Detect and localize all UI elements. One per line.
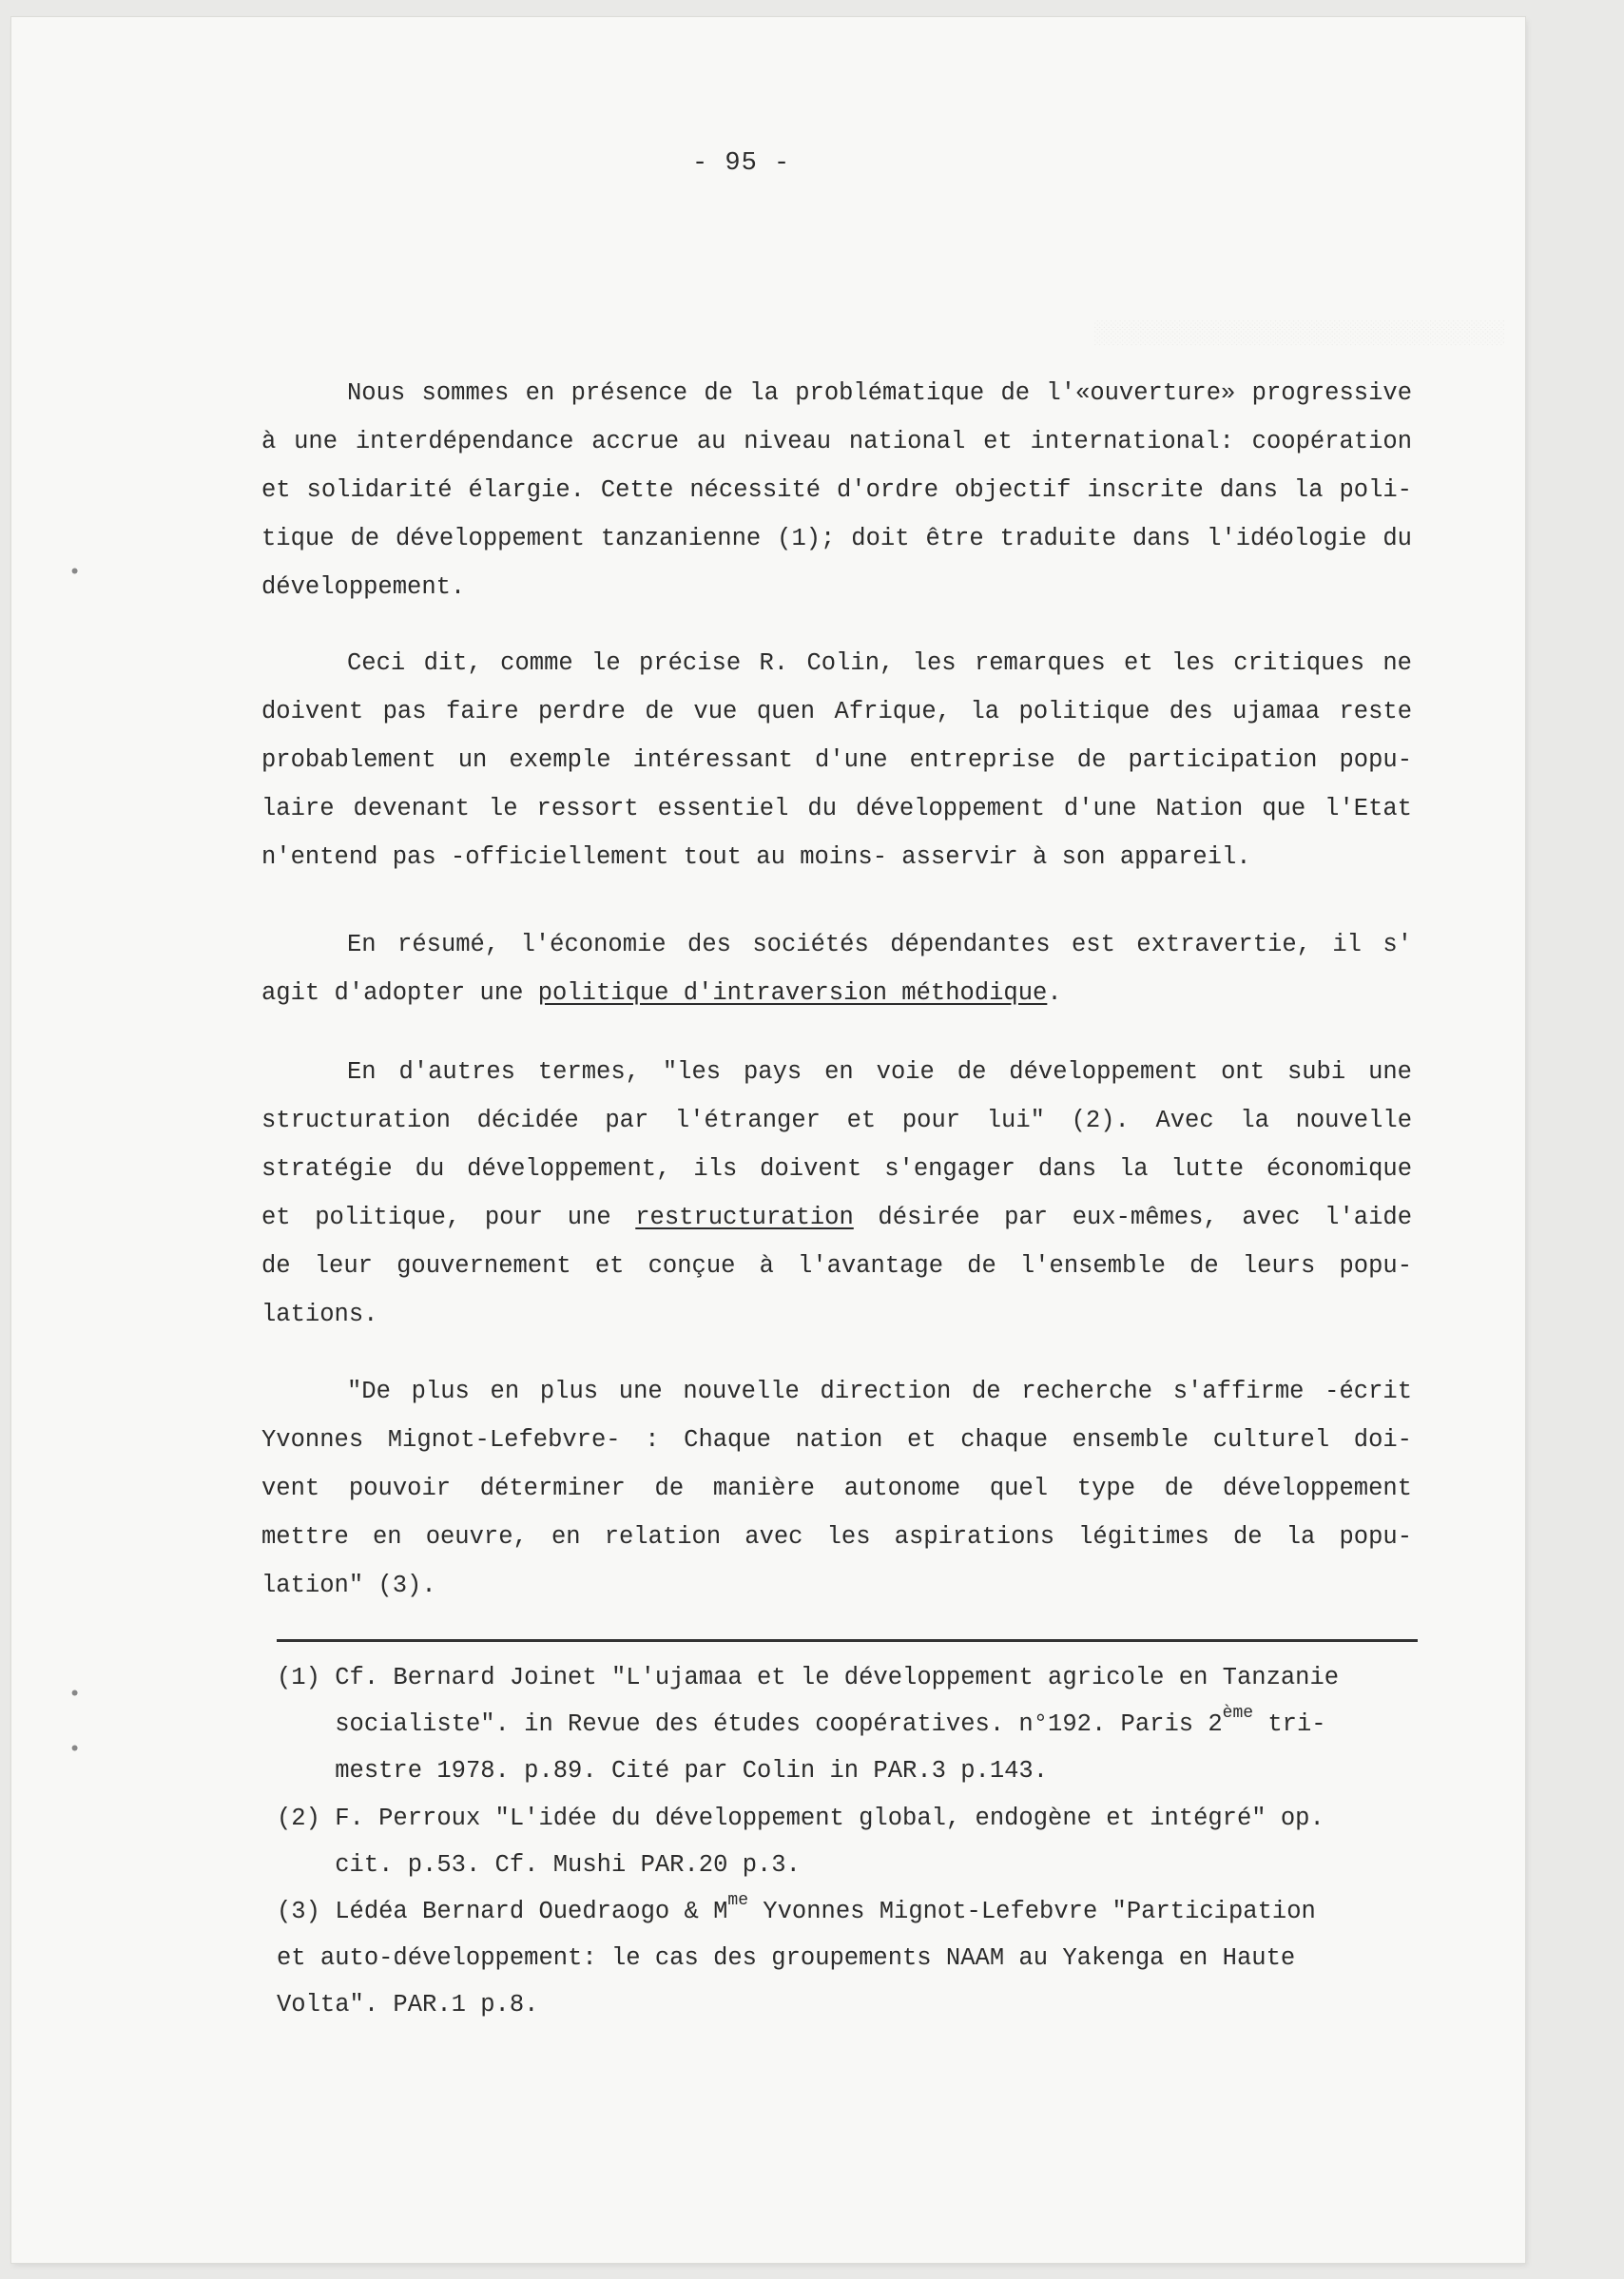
footnote-1: (1) Cf. Bernard Joinet "L'ujamaa et le développement agricole en Tanzanie socialiste". in Revue des études coopératives. n°192. Paris 2ème tri- mestre 1978. p.89. Cité par Colin in PAR.3 p.143.: [277, 1654, 1418, 1794]
superscript: me: [727, 1891, 748, 1910]
text-line: "De plus en plus une nouvelle direction de recherche s'affirme -écrit: [347, 1378, 1412, 1405]
paragraph-4: [261, 1048, 1412, 1339]
footnote-line: mestre 1978. p.89. Cité par Colin in PAR.3 p.143.: [335, 1757, 1049, 1785]
footnote-separator: [277, 1639, 1418, 1642]
text-line: lation" (3).: [261, 1572, 436, 1599]
footnote-line: cit. p.53. Cf. Mushi PAR.20 p.3.: [335, 1851, 801, 1879]
footnote-line: F. Perroux "L'idée du développement global, endogène et intégré" op.: [335, 1805, 1324, 1832]
text-line: tique de développement tanzanienne (1); doit être traduite dans l'idéologie du: [261, 525, 1412, 552]
footnote-label: (3): [277, 1898, 320, 1925]
text-line: n'entend pas -officiellement tout au moins- asservir à son appareil.: [261, 843, 1251, 871]
superscript: ème: [1222, 1704, 1254, 1723]
text-line: agit d'adopter une politique d'intraversion méthodique.: [261, 979, 1062, 1007]
footnote-line: socialiste". in Revue des études coopératives. n°192. Paris 2: [335, 1710, 1223, 1738]
text-line: stratégie du développement, ils doivent s'engager dans la lutte économique: [261, 1155, 1412, 1183]
text-line: En résumé, l'économie des sociétés dépendantes est extravertie, il s': [347, 931, 1412, 958]
paragraph-1: [261, 369, 1412, 611]
paragraph-5: [261, 1367, 1412, 1610]
document-page: [11, 17, 1525, 2263]
footnote-label: (2): [277, 1805, 320, 1832]
text-line: Nous sommes en présence de la problématique de l'«ouverture» progressive: [347, 379, 1412, 407]
footnote-line: Lédéa Bernard Ouedraogo & M: [335, 1898, 728, 1925]
footnote-line: Volta". PAR.1 p.8.: [277, 1991, 539, 2018]
text-line: probablement un exemple intéressant d'une entreprise de participation popu-: [261, 746, 1412, 774]
text-line: de leur gouvernement et conçue à l'avantage de l'ensemble de leurs popu-: [261, 1252, 1412, 1280]
paragraph-3: [261, 920, 1412, 1017]
text-line: développement.: [261, 573, 466, 601]
text-line: vent pouvoir déterminer de manière autonome quel type de développement: [261, 1475, 1412, 1502]
text-line: mettre en oeuvre, en relation avec les aspirations légitimes de la popu-: [261, 1523, 1412, 1551]
text-line: et solidarité élargie. Cette nécessité d'ordre objectif inscrite dans la poli-: [261, 476, 1412, 504]
binding-hole-mark: •: [68, 561, 82, 585]
paragraph-2: [261, 639, 1412, 881]
text-line: Ceci dit, comme le précise R. Colin, les remarques et les critiques ne: [347, 649, 1412, 677]
footnote-label: (1): [277, 1664, 320, 1691]
text-line: Yvonnes Mignot-Lefebvre- : Chaque nation et chaque ensemble culturel doi-: [261, 1426, 1412, 1454]
text-line: structuration décidée par l'étranger et pour lui" (2). Avec la nouvelle: [261, 1107, 1412, 1134]
binding-hole-mark: •: [68, 1683, 82, 1707]
text-line: laire devenant le ressort essentiel du développement d'une Nation que l'Etat: [261, 795, 1412, 822]
text-line: lations.: [261, 1301, 378, 1328]
underlined-phrase: restructuration: [635, 1204, 854, 1231]
text-line: et politique, pour une restructuration désirée par eux-mêmes, avec l'aide: [261, 1204, 1412, 1231]
footnote-3: (3) Lédéa Bernard Ouedraogo & $M^{me}$ Yvonnes Mignot-Lefebvre "Participation et auto-développement: le cas des groupements NAAM au Yakenga en Haute Volta". PAR.1 p.8.: [277, 1888, 1418, 2028]
footnote-line: et auto-développement: le cas des groupements NAAM au Yakenga en Haute: [277, 1944, 1296, 1972]
page-number: - 95 -: [692, 149, 791, 178]
text-line: à une interdépendance accrue au niveau national et international: coopération: [261, 428, 1412, 455]
show-through-texture: ░░░░░░░░░░░░░░░░░░░░░░░░░░░░░░: [1092, 321, 1504, 347]
underlined-phrase: politique d'intraversion méthodique: [537, 979, 1048, 1007]
text-line: En d'autres termes, "les pays en voie de développement ont subi une: [347, 1058, 1412, 1086]
footnote-2: [277, 1795, 1418, 1888]
text-line: doivent pas faire perdre de vue quen Afrique, la politique des ujamaa reste: [261, 698, 1412, 725]
binding-hole-mark: •: [68, 1738, 82, 1762]
footnote-line: Cf. Bernard Joinet "L'ujamaa et le développement agricole en Tanzanie: [335, 1664, 1340, 1691]
